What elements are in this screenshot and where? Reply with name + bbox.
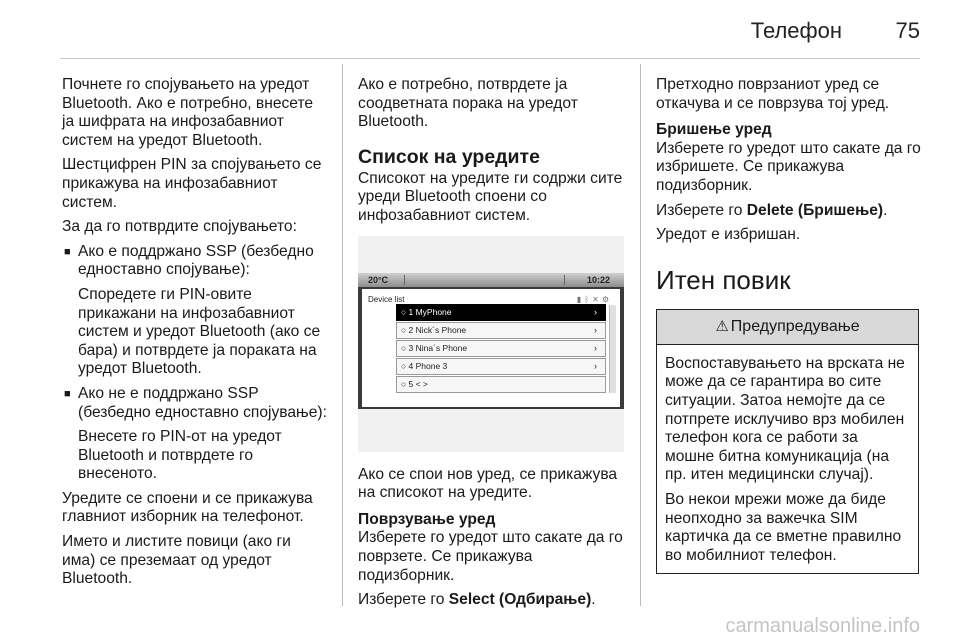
bullet-subtext: Внесете го PIN-от на уредот Bluetooth и потврдете го внесеното. — [78, 428, 282, 483]
page-number: 75 — [895, 18, 920, 43]
text-run: Изберете го — [358, 591, 449, 609]
column-divider — [342, 64, 343, 606]
device-list-item[interactable] — [396, 376, 606, 393]
paragraph: Почнете го спојувањето на уредот Bluetooth. Ако е потребно, внесете ја шифрата на инфозабавниот систем на уредот Bluetooth. — [62, 76, 314, 149]
radio-icon: ○ — [401, 342, 407, 353]
device-list-item[interactable] — [396, 322, 606, 339]
bullet-text: Ако не е поддржано SSP (безбедно едноставно спојување): — [78, 384, 327, 421]
bluetooth-icon: ᛒ — [584, 294, 593, 304]
bullet-square-icon: ■ — [64, 387, 71, 400]
status-divider — [404, 275, 405, 285]
paragraph: Изберете го уредот што сакате да го избришете. Се прикажува подизборник. — [656, 139, 921, 194]
radio-icon: ○ — [401, 306, 407, 317]
chevron-right-icon: › — [594, 342, 597, 353]
paragraph: Списокот на уредите ги содржи сите уреди Bluetooth споени со инфозабавниот систем. — [358, 169, 623, 224]
screen-body — [362, 289, 620, 407]
device-label: 5 < > — [408, 378, 428, 389]
screen-title: Device list — [368, 294, 405, 304]
list-scrollbar[interactable] — [609, 305, 616, 393]
bullet-text: Ако е поддржано SSP (безбедно едноставно спојување): — [78, 242, 314, 279]
page-header — [0, 0, 960, 58]
bullet-square-icon: ■ — [64, 245, 71, 258]
screen-status-bar — [358, 273, 624, 287]
text-run: . — [883, 201, 888, 219]
screenshot-figure — [358, 236, 624, 452]
text-run: . — [591, 591, 596, 609]
radio-icon: ○ — [401, 378, 407, 389]
warning-box — [656, 309, 919, 575]
radio-icon: ○ — [401, 360, 407, 371]
paragraph: Уредот е избришан. — [656, 226, 801, 244]
device-label: 3 Nina´s Phone — [408, 342, 468, 353]
warning-paragraph: Во некои мрежи може да биде неопходно за важечка SIM картичка да се вметне правилно во мобилниот телефон. — [665, 490, 902, 564]
paragraph: Ако е потребно, потврдете ја соодветната порака на уредот Bluetooth. — [358, 76, 578, 131]
clock-readout: 10:22 — [586, 274, 610, 285]
status-divider — [564, 275, 565, 285]
column-middle — [358, 76, 626, 616]
chevron-right-icon: › — [594, 306, 597, 317]
warning-header — [657, 310, 918, 345]
device-label: 2 Nick´s Phone — [408, 324, 467, 335]
column-divider — [640, 64, 641, 606]
warning-triangle-icon: ⚠ — [715, 317, 729, 335]
subsection-heading-delete: Бришење уред — [656, 121, 772, 139]
watermark: carmanualsonline.info — [725, 615, 920, 637]
warning-paragraph: Воспоставувањето на врската не може да се гарантира во сите ситуации. Затоа немојте да се потпрете исклучиво врз мобилен телефон кога се работи за мошне битна комуникација (на пр. итен медицински случај). — [665, 354, 905, 484]
device-list-item[interactable] — [396, 358, 606, 375]
temperature-readout: 20°C — [368, 274, 389, 285]
paragraph: Претходно поврзаниот уред се откачува и се поврзува тој уред. — [656, 76, 890, 112]
subsection-heading-connect: Поврзување уред — [358, 510, 496, 528]
section-heading-emergency: Итен повик — [656, 264, 791, 295]
column-right — [656, 76, 921, 574]
signal-icon: ▮ — [576, 294, 585, 304]
radio-icon: ○ — [401, 324, 407, 335]
menu-option-delete: Delete (Бришење) — [746, 201, 884, 219]
paragraph: Шестцифрен PIN за спојувањето се прикажува на инфозабавниот систем. — [62, 156, 322, 211]
bullet-item — [62, 243, 327, 280]
paragraph: Името и листите повици (ако ги има) се преземаат од уредот Bluetooth. — [62, 533, 291, 588]
chevron-right-icon: › — [594, 324, 597, 335]
section-heading-device-list: Список на уредите — [358, 145, 540, 168]
menu-option-select: Select (Одбирање) — [448, 591, 592, 609]
device-label: 4 Phone 3 — [408, 360, 448, 371]
paragraph: Изберете го уредот што сакате да го поврзете. Се прикажува подизборник. — [358, 529, 623, 584]
text-run: Изберете го — [656, 201, 747, 219]
paragraph — [656, 202, 921, 221]
paragraph: За да го потврдите спојувањето: — [62, 218, 297, 236]
mute-icon: ✕ — [592, 294, 602, 304]
paragraph — [358, 591, 626, 610]
warning-title: Предупредување — [730, 317, 860, 335]
bullet-item — [62, 385, 327, 422]
infotainment-screen — [358, 273, 624, 409]
column-left — [62, 76, 327, 595]
settings-icon: ⚙ — [601, 294, 612, 304]
chevron-right-icon: › — [594, 360, 597, 371]
device-list — [396, 304, 606, 394]
device-list-item[interactable] — [396, 340, 606, 357]
bullet-subtext: Споредете ги PIN-овите прикажани на инфозабавниот систем и уредот Bluetooth (ако се бара) и потврдете ја пораката на уредот Bluetooth. — [78, 285, 321, 378]
paragraph: Уредите се споени и се прикажува главниот изборник на телефонот. — [62, 489, 313, 526]
paragraph: Ако се спои нов уред, се прикажува на списокот на уредите. — [358, 465, 618, 502]
header-rule — [60, 58, 920, 59]
device-label: 1 MyPhone — [408, 306, 452, 317]
device-list-item[interactable] — [396, 304, 606, 321]
page-title: Телефон — [750, 18, 842, 43]
warning-body — [657, 345, 918, 574]
